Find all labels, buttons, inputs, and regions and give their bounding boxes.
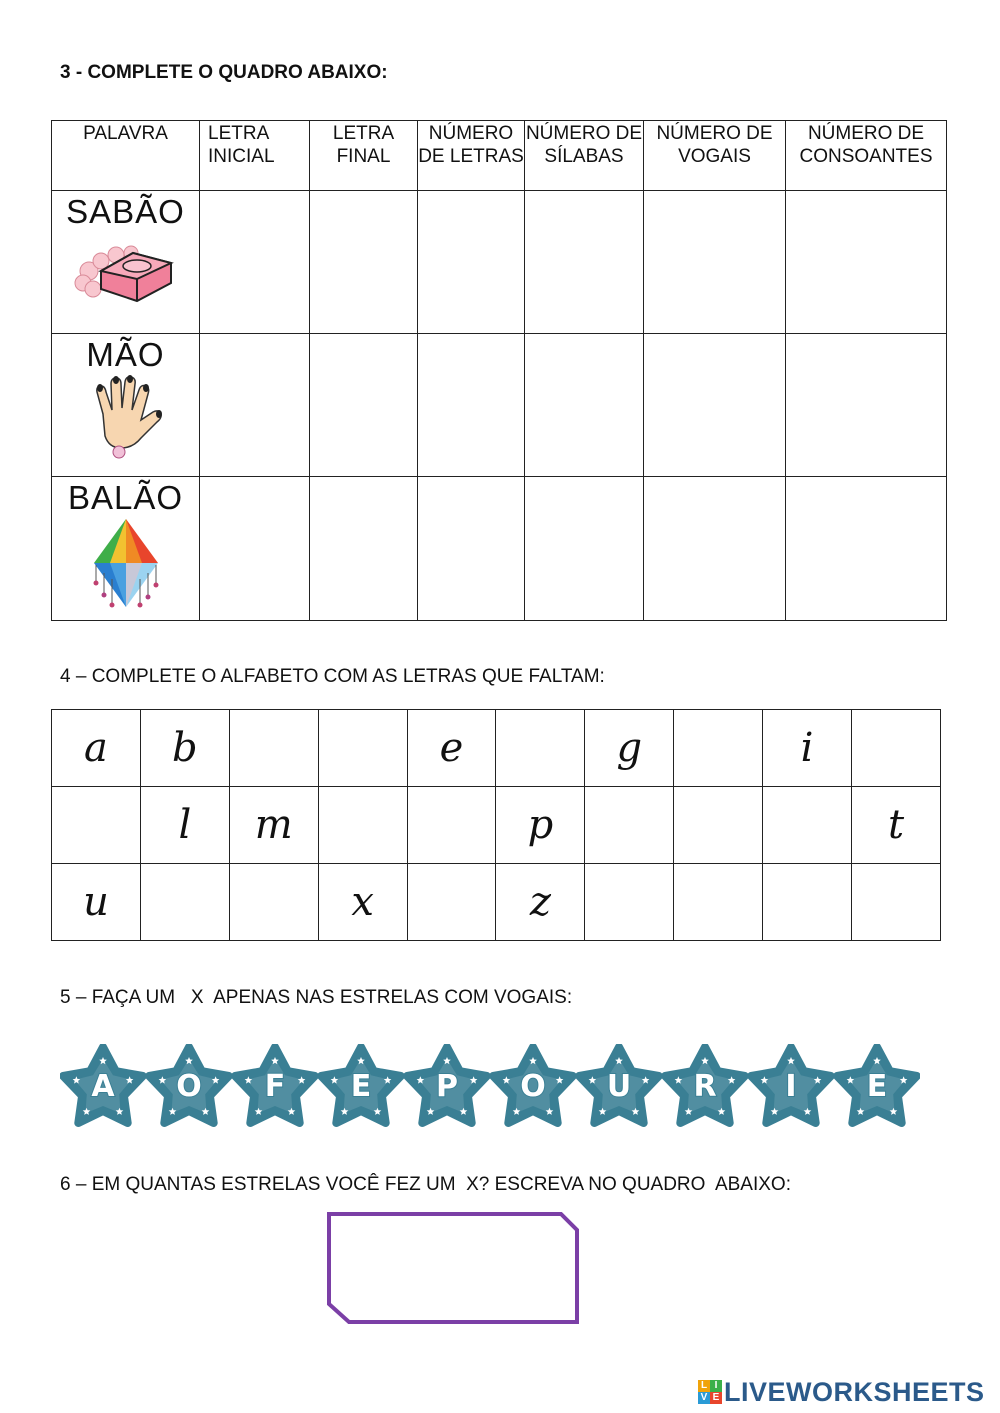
alphabet-letter-cell [229, 787, 318, 864]
letra-final-input[interactable] [310, 477, 418, 621]
alphabet-letter: z [529, 879, 551, 925]
word-label: SABÃO [66, 193, 185, 230]
star-letter: E [866, 1069, 888, 1104]
soap-icon [71, 231, 181, 311]
table-row [52, 477, 947, 621]
numero-silabas-input[interactable] [525, 477, 644, 621]
section3-title: 3 - COMPLETE O QUADRO ABAIXO: [60, 62, 388, 83]
alphabet-letter-cell [852, 787, 941, 864]
alphabet-row [52, 787, 941, 864]
star-letter: O [176, 1069, 202, 1104]
alphabet-letter: i [800, 725, 814, 771]
logo-mark-letter: I [710, 1380, 722, 1392]
word-cell [52, 191, 200, 334]
answer-box[interactable] [325, 1210, 581, 1326]
alphabet-blank-input[interactable] [229, 710, 318, 787]
word-analysis-table [51, 120, 947, 621]
star-option[interactable] [318, 1044, 404, 1130]
alphabet-letter: e [439, 725, 464, 771]
alphabet-blank-input[interactable] [496, 710, 585, 787]
star-letter: R [693, 1069, 717, 1104]
alphabet-blank-input[interactable] [852, 864, 941, 941]
answer-box-frame [325, 1210, 581, 1326]
alphabet-table [51, 709, 941, 941]
word-label: BALÃO [67, 479, 184, 516]
star-option[interactable] [834, 1044, 920, 1130]
alphabet-blank-input[interactable] [852, 710, 941, 787]
numero-letras-input[interactable] [418, 477, 525, 621]
alphabet-blank-input[interactable] [674, 787, 763, 864]
logo-mark-letter: L [698, 1380, 710, 1392]
alphabet-letter-cell [407, 710, 496, 787]
numero-vogais-input[interactable] [644, 191, 786, 334]
alphabet-letter-cell [763, 710, 852, 787]
balloon-icon [86, 517, 166, 615]
alphabet-letter: m [254, 802, 293, 848]
word-cell [52, 334, 200, 477]
alphabet-blank-input[interactable] [763, 864, 852, 941]
alphabet-row [52, 864, 941, 941]
letra-inicial-input[interactable] [200, 191, 310, 334]
numero-consoantes-input[interactable] [786, 334, 947, 477]
letra-final-input[interactable] [310, 334, 418, 477]
star-option[interactable] [232, 1044, 318, 1130]
alphabet-blank-input[interactable] [585, 787, 674, 864]
table-row [52, 191, 947, 334]
numero-vogais-input[interactable] [644, 477, 786, 621]
numero-consoantes-input[interactable] [786, 477, 947, 621]
star-option[interactable] [576, 1044, 662, 1130]
star-letter: E [350, 1069, 372, 1104]
alphabet-letter-cell [585, 710, 674, 787]
alphabet-letter-cell [496, 787, 585, 864]
header-numero-silabas: NÚMERO DE SÍLABAS [525, 121, 644, 191]
alphabet-blank-input[interactable] [763, 787, 852, 864]
star-letter: F [264, 1069, 286, 1104]
logo-mark-letter: V [698, 1392, 710, 1404]
star-letter: I [785, 1069, 797, 1104]
star-option[interactable] [146, 1044, 232, 1130]
table-row [52, 334, 947, 477]
star-letter: U [606, 1069, 632, 1104]
alphabet-blank-input[interactable] [140, 864, 229, 941]
alphabet-letter: b [172, 725, 198, 771]
header-numero-letras: NÚMERO DE LETRAS [418, 121, 525, 191]
star-option[interactable] [404, 1044, 490, 1130]
header-palavra: PALAVRA [52, 121, 200, 191]
alphabet-blank-input[interactable] [318, 710, 407, 787]
alphabet-letter-cell [52, 864, 141, 941]
alphabet-letter: g [616, 725, 643, 771]
numero-silabas-input[interactable] [525, 191, 644, 334]
section6-title: 6 – EM QUANTAS ESTRELAS VOCÊ FEZ UM X? ESCREVA NO QUADRO ABAIXO: [60, 1174, 791, 1195]
alphabet-blank-input[interactable] [52, 787, 141, 864]
header-numero-vogais: NÚMERO DE VOGAIS [644, 121, 786, 191]
numero-silabas-input[interactable] [525, 334, 644, 477]
alphabet-letter-cell [496, 864, 585, 941]
logo-mark-letter: E [710, 1392, 722, 1404]
alphabet-letter: l [178, 802, 192, 848]
star-letter: A [91, 1069, 115, 1104]
alphabet-blank-input[interactable] [407, 787, 496, 864]
alphabet-letter: p [527, 802, 554, 848]
word-cell [52, 477, 200, 621]
alphabet-blank-input[interactable] [318, 787, 407, 864]
alphabet-letter: a [84, 725, 108, 771]
star-option[interactable] [662, 1044, 748, 1130]
star-option[interactable] [748, 1044, 834, 1130]
star-option[interactable] [60, 1044, 146, 1130]
alphabet-blank-input[interactable] [407, 864, 496, 941]
letra-inicial-input[interactable] [200, 477, 310, 621]
star-row [60, 1044, 920, 1134]
header-letra-inicial: LETRA INICIAL [200, 121, 310, 191]
alphabet-blank-input[interactable] [674, 710, 763, 787]
alphabet-letter-cell [140, 787, 229, 864]
alphabet-letter-cell [52, 710, 141, 787]
alphabet-letter: u [83, 879, 109, 925]
star-letter: P [436, 1069, 458, 1104]
star-letter: O [520, 1069, 546, 1104]
word-label: MÃO [86, 336, 165, 373]
hand-icon [81, 374, 171, 464]
numero-letras-input[interactable] [418, 191, 525, 334]
star-option[interactable] [490, 1044, 576, 1130]
letra-final-input[interactable] [310, 191, 418, 334]
numero-consoantes-input[interactable] [786, 191, 947, 334]
alphabet-letter: t [887, 802, 905, 848]
alphabet-letter-cell [140, 710, 229, 787]
section4-title: 4 – COMPLETE O ALFABETO COM AS LETRAS QUE FALTAM: [60, 666, 605, 687]
alphabet-blank-input[interactable] [585, 864, 674, 941]
alphabet-blank-input[interactable] [674, 864, 763, 941]
alphabet-row [52, 710, 941, 787]
numero-letras-input[interactable] [418, 334, 525, 477]
alphabet-letter: x [351, 879, 374, 925]
logo-text: LIVEWORKSHEETS [724, 1376, 985, 1407]
table-header-row [52, 121, 947, 191]
alphabet-blank-input[interactable] [229, 864, 318, 941]
section5-title: 5 – FAÇA UM X APENAS NAS ESTRELAS COM VOGAIS: [60, 987, 573, 1008]
logo-mark-icon [698, 1380, 722, 1404]
liveworksheets-logo [698, 1375, 985, 1409]
numero-vogais-input[interactable] [644, 334, 786, 477]
alphabet-letter-cell [318, 864, 407, 941]
header-letra-final: LETRA FINAL [310, 121, 418, 191]
header-numero-consoantes: NÚMERO DE CONSOANTES [786, 121, 947, 191]
letra-inicial-input[interactable] [200, 334, 310, 477]
